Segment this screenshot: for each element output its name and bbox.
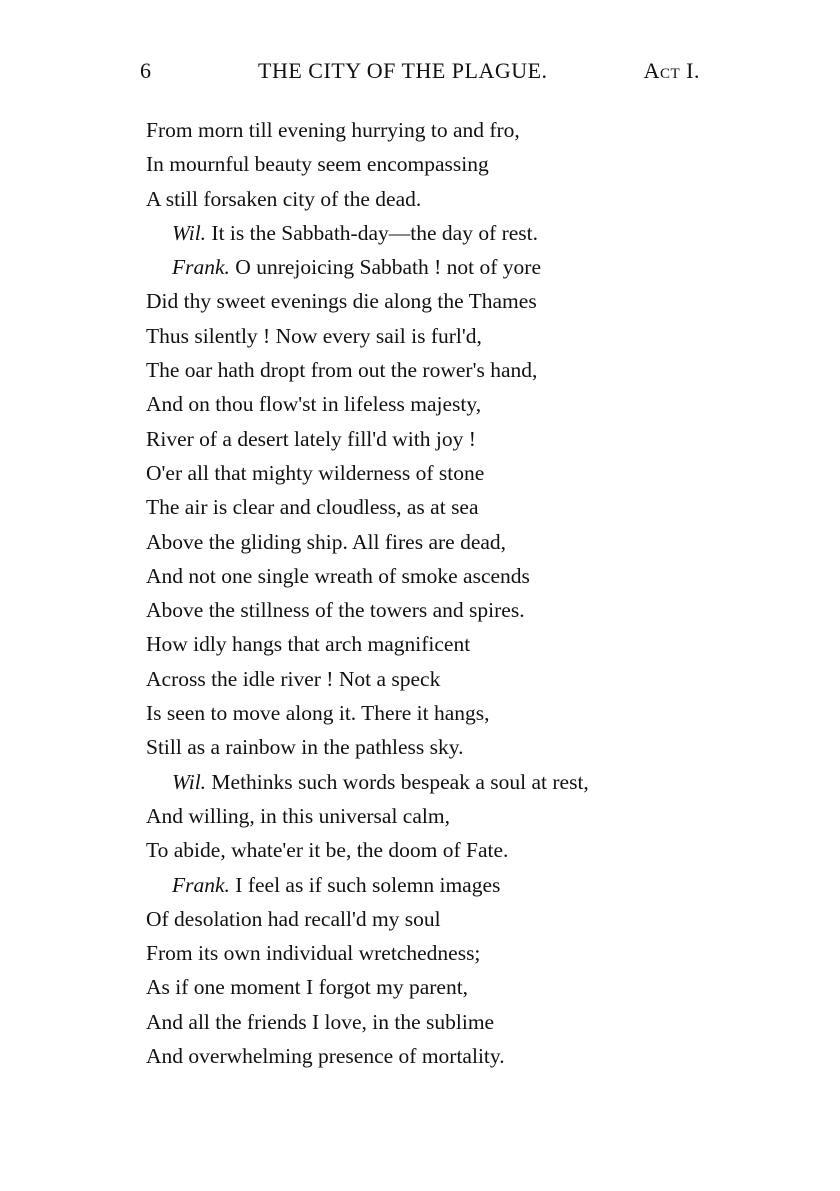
line-text: Still as a rainbow in the pathless sky. — [146, 735, 464, 760]
verse-line — [146, 799, 766, 833]
verse-line — [146, 970, 766, 1004]
verse-line — [146, 182, 766, 216]
line-text: O'er all that mighty wilderness of stone — [146, 460, 485, 485]
verse-line — [146, 525, 766, 559]
verse-line — [146, 696, 766, 730]
speaker-name: Frank. — [172, 872, 230, 897]
verse-line — [146, 627, 766, 661]
verse-line — [146, 559, 766, 593]
verse-text — [146, 113, 766, 1073]
line-text: The air is clear and cloudless, as at sea — [146, 495, 479, 520]
speaker-name: Wil. — [172, 220, 207, 245]
verse-line — [146, 490, 766, 524]
verse-line — [146, 662, 766, 696]
verse-line — [146, 422, 766, 456]
speech-line — [146, 216, 766, 250]
line-text: To abide, whate'er it be, the doom of Fate. — [146, 838, 509, 863]
line-text: And overwhelming presence of mortality. — [146, 1044, 505, 1069]
line-text: It is the Sabbath-day—the day of rest. — [206, 220, 539, 245]
line-text: Above the gliding ship. All fires are dead, — [146, 529, 507, 554]
line-text: Did thy sweet evenings die along the Thames — [146, 289, 537, 314]
line-text: In mournful beauty seem encompassing — [146, 152, 489, 177]
act-label: Act I. — [643, 58, 700, 83]
verse-line — [146, 353, 766, 387]
line-text: Of desolation had recall'd my soul — [146, 906, 441, 931]
verse-line — [146, 593, 766, 627]
verse-line — [146, 833, 766, 867]
verse-line — [146, 1039, 766, 1073]
line-text: And on thou flow'st in lifeless majesty, — [146, 392, 482, 417]
line-text: From morn till evening hurrying to and fro, — [146, 118, 520, 142]
verse-line — [146, 284, 766, 318]
line-text: As if one moment I forgot my parent, — [146, 975, 469, 1000]
line-text: I feel as if such solemn images — [229, 872, 501, 897]
line-text: The oar hath dropt from out the rower's hand, — [146, 358, 538, 383]
verse-line — [146, 1005, 766, 1039]
line-text: And all the friends I love, in the sublime — [146, 1009, 495, 1034]
verse-line — [146, 456, 766, 490]
line-text: From its own individual wretchedness; — [146, 941, 481, 966]
verse-line — [146, 936, 766, 970]
verse-line — [146, 113, 766, 147]
line-text: Thus silently ! Now every sail is furl'd, — [146, 323, 482, 348]
line-text: O unrejoicing Sabbath ! not of yore — [229, 255, 541, 280]
line-text: How idly hangs that arch magnificent — [146, 632, 471, 657]
line-text: River of a desert lately fill'd with joy ! — [146, 426, 476, 451]
page-number: 6 — [140, 58, 152, 83]
verse-line — [146, 902, 766, 936]
speech-line — [146, 250, 766, 284]
page-header — [140, 58, 700, 88]
speech-line — [146, 868, 766, 902]
line-text: A still forsaken city of the dead. — [146, 186, 422, 211]
speaker-name: Frank. — [172, 255, 230, 280]
verse-line — [146, 147, 766, 181]
verse-line — [146, 730, 766, 764]
line-text: Methinks such words bespeak a soul at rest, — [206, 769, 589, 794]
line-text: And not one single wreath of smoke ascends — [146, 563, 530, 588]
running-title: THE CITY OF THE PLAGUE. — [258, 58, 548, 83]
speaker-name: Wil. — [172, 769, 207, 794]
verse-line — [146, 387, 766, 421]
line-text: Across the idle river ! Not a speck — [146, 666, 441, 691]
verse-line — [146, 319, 766, 353]
speech-line — [146, 765, 766, 799]
line-text: And willing, in this universal calm, — [146, 803, 450, 828]
line-text: Above the stillness of the towers and spires. — [146, 598, 525, 623]
line-text: Is seen to move along it. There it hangs, — [146, 701, 490, 726]
